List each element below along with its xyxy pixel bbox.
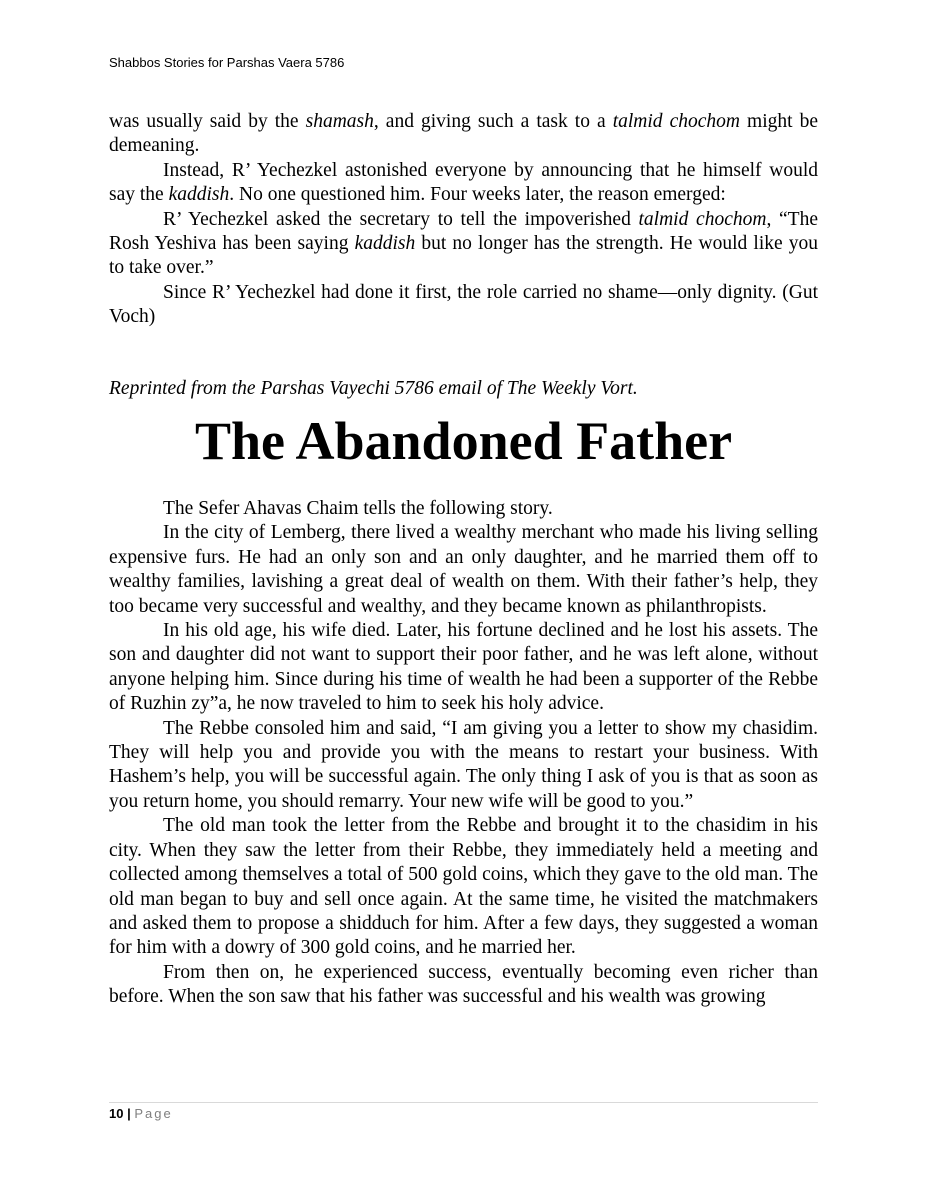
page-number: 10 [109, 1106, 124, 1121]
text-run: but no longer has the strength. He would like you to take over.” [109, 233, 818, 279]
text-run: . No one questioned him. Four weeks later, the reason emerged: [229, 184, 726, 206]
italic-term: kaddish [354, 233, 416, 255]
paragraph [109, 208, 818, 281]
paragraph: From then on, he experienced success, eventually becoming even richer than before. When the son saw that his father was successful and his wealth was growing [109, 961, 818, 1008]
text-run: , “The Rosh Yeshiva has been saying [109, 208, 818, 255]
paragraph: The Sefer Ahavas Chaim tells the following story. [163, 498, 553, 519]
text-run: Instead, R’ Yechezkel astonished everyone by announcing that he himself would say the [109, 159, 818, 206]
italic-term: shamash [305, 111, 374, 132]
paragraph: In the city of Lemberg, there lived a wealthy merchant who made his living selling expensive furs. He had an only son and an only daughter, and he married them off to wealthy families, lavishing a great deal of wealth on them. With their father’s help, they too became very successful and wealthy, and they became known as philanthropists. [109, 522, 818, 617]
footer-separator: | [127, 1106, 131, 1121]
italic-term: kaddish [168, 184, 230, 206]
source-note: Reprinted from the Parshas Vayechi 5786 email of The Weekly Vort. [109, 378, 638, 399]
footer-divider [109, 1102, 818, 1103]
running-header: Shabbos Stories for Parshas Vaera 5786 [109, 55, 345, 70]
italic-term: talmid chochom [612, 111, 740, 132]
paragraph [109, 110, 818, 159]
continued-text [109, 110, 818, 330]
text-run: might be demeaning. [109, 111, 818, 157]
page-footer [109, 1106, 173, 1121]
paragraph: In his old age, his wife died. Later, his fortune declined and he lost his assets. The son and daughter did not want to support their poor father, and he was left alone, without anyone helping him. Since during his time of wealth he had been a supporter of the Rebbe of Ruzhin zy”a, he now traveled to him to seek his holy advice. [109, 620, 818, 715]
article-body [109, 497, 818, 1010]
page-label: Page [134, 1106, 173, 1121]
paragraph: Since R’ Yechezkel had done it first, the role carried no shame—only dignity. (Gut Voch) [109, 281, 818, 328]
paragraph [109, 159, 818, 208]
text-run: was usually said by the [109, 111, 306, 132]
text-run: R’ Yechezkel asked the secretary to tell the impoverished [163, 208, 639, 230]
paragraph: The Rebbe consoled him and said, “I am giving you a letter to show my chasidim. They will help you and provide you with the means to restart your business. With Hashem’s help, you will be successful again. The only thing I ask of you is that as soon as you return home, you should remarry. Your new wife will be good to you.” [109, 717, 818, 812]
paragraph: The old man took the letter from the Rebbe and brought it to the chasidim in his city. When they saw the letter from their Rebbe, they immediately held a meeting and collected among themselves a total of 500 gold coins, which they gave to the old man. The old man began to buy and sell once again. At the same time, he visited the matchmakers and asked them to propose a shidduch for him. After a few days, they suggested a woman for him with a dowry of 300 gold coins, and he married her. [109, 815, 818, 959]
italic-term: talmid chochom [638, 208, 767, 230]
text-run: , and giving such a task to a [373, 111, 613, 132]
article-title: The Abandoned Father [194, 411, 733, 471]
